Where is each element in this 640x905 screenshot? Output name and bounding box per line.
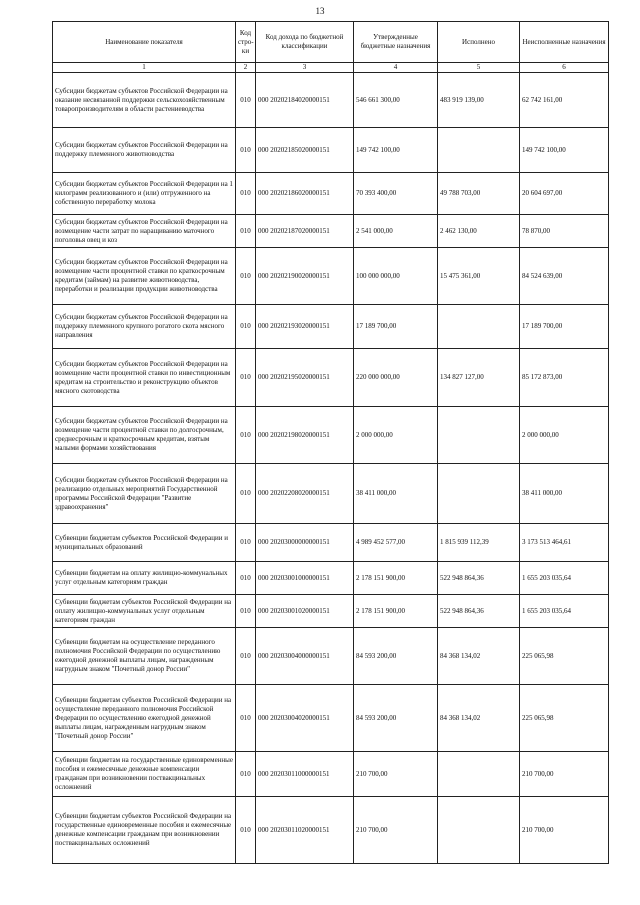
row-executed-cell: 2 462 130,00 xyxy=(438,215,520,248)
row-income-code-cell: 000 20202195020000151 xyxy=(256,349,354,407)
row-approved-cell: 2 541 000,00 xyxy=(354,215,438,248)
row-executed-cell: 84 368 134,02 xyxy=(438,685,520,752)
col-header-approved: Утвержденные бюджетные назначения xyxy=(354,22,438,63)
col-number: 3 xyxy=(256,63,354,73)
row-line-code-cell: 010 xyxy=(236,797,256,864)
row-executed-cell: 15 475 361,00 xyxy=(438,248,520,305)
table-row xyxy=(53,595,609,628)
row-approved-cell: 84 593 200,00 xyxy=(354,685,438,752)
row-name-cell: Субсидии бюджетам субъектов Российской Федерации на возмещение части процентной ставки по долгосрочным, среднесрочным и краткосрочным кредитам, взятым малыми формами хозяйствования xyxy=(53,407,236,464)
row-unexecuted-cell: 20 604 697,00 xyxy=(520,173,609,215)
row-approved-cell: 70 393 400,00 xyxy=(354,173,438,215)
page-number: 13 xyxy=(315,6,325,16)
row-line-code-cell: 010 xyxy=(236,562,256,595)
row-unexecuted-cell: 210 700,00 xyxy=(520,797,609,864)
col-header-executed: Исполнено xyxy=(438,22,520,63)
table-row xyxy=(53,349,609,407)
col-header-unexecuted: Неисполненные назначения xyxy=(520,22,609,63)
row-income-code-cell: 000 20202185020000151 xyxy=(256,128,354,173)
row-income-code-cell: 000 20203000000000151 xyxy=(256,524,354,562)
row-executed-cell xyxy=(438,752,520,797)
row-unexecuted-cell: 62 742 161,00 xyxy=(520,73,609,128)
table-row xyxy=(53,173,609,215)
row-approved-cell: 84 593 200,00 xyxy=(354,628,438,685)
row-approved-cell: 100 000 000,00 xyxy=(354,248,438,305)
col-header-income-code: Код дохода по бюджетной классификации xyxy=(256,22,354,63)
row-income-code-cell: 000 20202193020000151 xyxy=(256,305,354,349)
row-income-code-cell: 000 20203011020000151 xyxy=(256,797,354,864)
row-approved-cell: 220 000 000,00 xyxy=(354,349,438,407)
row-unexecuted-cell: 17 189 700,00 xyxy=(520,305,609,349)
row-line-code-cell: 010 xyxy=(236,248,256,305)
col-number: 2 xyxy=(236,63,256,73)
row-unexecuted-cell: 149 742 100,00 xyxy=(520,128,609,173)
row-approved-cell: 2 178 151 900,00 xyxy=(354,595,438,628)
row-line-code-cell: 010 xyxy=(236,752,256,797)
row-name-cell: Субсидии бюджетам субъектов Российской Федерации на 1 килограмм реализованного и (или) отгруженного на собственную переработку молока xyxy=(53,173,236,215)
row-unexecuted-cell: 1 655 203 035,64 xyxy=(520,562,609,595)
row-income-code-cell: 000 20202187020000151 xyxy=(256,215,354,248)
row-line-code-cell: 010 xyxy=(236,305,256,349)
row-income-code-cell: 000 20203001020000151 xyxy=(256,595,354,628)
row-executed-cell xyxy=(438,305,520,349)
row-name-cell: Субвенции бюджетам субъектов Российской Федерации на оплату жилищно-коммунальных услуг отдельным категориям граждан xyxy=(53,595,236,628)
table-row xyxy=(53,215,609,248)
table-row xyxy=(53,73,609,128)
row-name-cell: Субсидии бюджетам субъектов Российской Федерации на поддержку племенного животноводства xyxy=(53,128,236,173)
row-name-cell: Субвенции бюджетам на осуществление переданного полномочия Российской Федерации по осуществлению ежегодной денежной выплаты лицам, награжденным нагрудным знаком "Почетный донор России" xyxy=(53,628,236,685)
row-name-cell: Субсидии бюджетам субъектов Российской Федерации на возмещение части процентной ставки по инвестиционным кредитам на строительство и реконструкцию объектов мясного скотоводства xyxy=(53,349,236,407)
row-name-cell: Субсидии бюджетам субъектов Российской Федерации на возмещение части затрат по наращиванию маточного поголовья овец и коз xyxy=(53,215,236,248)
row-executed-cell: 522 948 864,36 xyxy=(438,595,520,628)
row-income-code-cell: 000 20202198020000151 xyxy=(256,407,354,464)
row-executed-cell: 483 919 139,00 xyxy=(438,73,520,128)
row-name-cell: Субсидии бюджетам субъектов Российской Федерации на реализацию отдельных мероприятий Государственной программы Российской Федерации "Развитие здравоохранения" xyxy=(53,464,236,524)
table-row xyxy=(53,464,609,524)
row-name-cell: Субвенции бюджетам субъектов Российской Федерации и муниципальных образований xyxy=(53,524,236,562)
col-header-line-code: Код стро-ки xyxy=(236,22,256,63)
row-income-code-cell: 000 20203004020000151 xyxy=(256,685,354,752)
row-income-code-cell: 000 20202184020000151 xyxy=(256,73,354,128)
row-executed-cell xyxy=(438,797,520,864)
row-income-code-cell: 000 20202208020000151 xyxy=(256,464,354,524)
row-income-code-cell: 000 20203011000000151 xyxy=(256,752,354,797)
row-line-code-cell: 010 xyxy=(236,73,256,128)
row-income-code-cell: 000 20202190020000151 xyxy=(256,248,354,305)
row-unexecuted-cell: 225 065,98 xyxy=(520,685,609,752)
row-executed-cell: 1 815 939 112,39 xyxy=(438,524,520,562)
table-row xyxy=(53,685,609,752)
row-income-code-cell: 000 20202186020000151 xyxy=(256,173,354,215)
row-executed-cell xyxy=(438,128,520,173)
col-header-name: Наименование показателя xyxy=(53,22,236,63)
row-executed-cell: 522 948 864,36 xyxy=(438,562,520,595)
row-approved-cell: 210 700,00 xyxy=(354,752,438,797)
row-line-code-cell: 010 xyxy=(236,173,256,215)
col-number: 6 xyxy=(520,63,609,73)
row-approved-cell: 149 742 100,00 xyxy=(354,128,438,173)
row-income-code-cell: 000 20203001000000151 xyxy=(256,562,354,595)
row-name-cell: Субсидии бюджетам субъектов Российской Федерации на поддержку племенного крупного рогатого скота мясного направления xyxy=(53,305,236,349)
row-name-cell: Субвенции бюджетам субъектов Российской Федерации на государственные единовременные пособия и ежемесячные денежные компенсации гражданам при возникновении поствакцинальных осложнений xyxy=(53,797,236,864)
row-name-cell: Субсидии бюджетам субъектов Российской Федерации на оказание несвязанной поддержки сельскохозяйственным товаропроизводителям в области растениеводства xyxy=(53,73,236,128)
row-name-cell: Субсидии бюджетам субъектов Российской Федерации на возмещение части процентной ставки по краткосрочным кредитам (займам) на развитие животноводства, переработки и реализации продукции животноводства xyxy=(53,248,236,305)
row-approved-cell: 2 178 151 900,00 xyxy=(354,562,438,595)
table-row xyxy=(53,524,609,562)
row-approved-cell: 2 000 000,00 xyxy=(354,407,438,464)
row-approved-cell: 4 989 452 577,00 xyxy=(354,524,438,562)
row-line-code-cell: 010 xyxy=(236,464,256,524)
row-income-code-cell: 000 20203004000000151 xyxy=(256,628,354,685)
row-approved-cell: 17 189 700,00 xyxy=(354,305,438,349)
header-row xyxy=(53,22,609,63)
row-line-code-cell: 010 xyxy=(236,685,256,752)
row-approved-cell: 38 411 000,00 xyxy=(354,464,438,524)
row-name-cell: Субвенции бюджетам на государственные единовременные пособия и ежемесячные денежные компенсации гражданам при возникновении поствакцинальных осложнений xyxy=(53,752,236,797)
row-executed-cell xyxy=(438,464,520,524)
row-line-code-cell: 010 xyxy=(236,628,256,685)
row-line-code-cell: 010 xyxy=(236,407,256,464)
row-executed-cell: 49 788 703,00 xyxy=(438,173,520,215)
row-executed-cell xyxy=(438,407,520,464)
row-executed-cell: 84 368 134,02 xyxy=(438,628,520,685)
table-row xyxy=(53,128,609,173)
table-row xyxy=(53,797,609,864)
col-number: 4 xyxy=(354,63,438,73)
table-row xyxy=(53,752,609,797)
row-unexecuted-cell: 225 065,98 xyxy=(520,628,609,685)
row-executed-cell: 134 827 127,00 xyxy=(438,349,520,407)
column-number-row xyxy=(53,63,609,73)
row-unexecuted-cell: 84 524 639,00 xyxy=(520,248,609,305)
row-unexecuted-cell: 3 173 513 464,61 xyxy=(520,524,609,562)
row-line-code-cell: 010 xyxy=(236,524,256,562)
row-name-cell: Субвенции бюджетам субъектов Российской Федерации на осуществление переданного полномочия Российской Федерации по осуществлению ежегодной денежной выплаты лицам, награжденным нагрудным знаком "Почетный донор России" xyxy=(53,685,236,752)
row-line-code-cell: 010 xyxy=(236,349,256,407)
row-line-code-cell: 010 xyxy=(236,215,256,248)
row-unexecuted-cell: 78 870,00 xyxy=(520,215,609,248)
row-line-code-cell: 010 xyxy=(236,595,256,628)
col-number: 1 xyxy=(53,63,236,73)
row-unexecuted-cell: 85 172 873,00 xyxy=(520,349,609,407)
budget-table xyxy=(52,21,609,864)
row-name-cell: Субвенции бюджетам на оплату жилищно-коммунальных услуг отдельным категориям граждан xyxy=(53,562,236,595)
table-row xyxy=(53,628,609,685)
row-unexecuted-cell: 210 700,00 xyxy=(520,752,609,797)
row-unexecuted-cell: 38 411 000,00 xyxy=(520,464,609,524)
table-row xyxy=(53,562,609,595)
row-approved-cell: 546 661 300,00 xyxy=(354,73,438,128)
row-approved-cell: 210 700,00 xyxy=(354,797,438,864)
table-row xyxy=(53,305,609,349)
col-number: 5 xyxy=(438,63,520,73)
row-unexecuted-cell: 1 655 203 035,64 xyxy=(520,595,609,628)
table-row xyxy=(53,407,609,464)
row-line-code-cell: 010 xyxy=(236,128,256,173)
table-row xyxy=(53,248,609,305)
row-unexecuted-cell: 2 000 000,00 xyxy=(520,407,609,464)
